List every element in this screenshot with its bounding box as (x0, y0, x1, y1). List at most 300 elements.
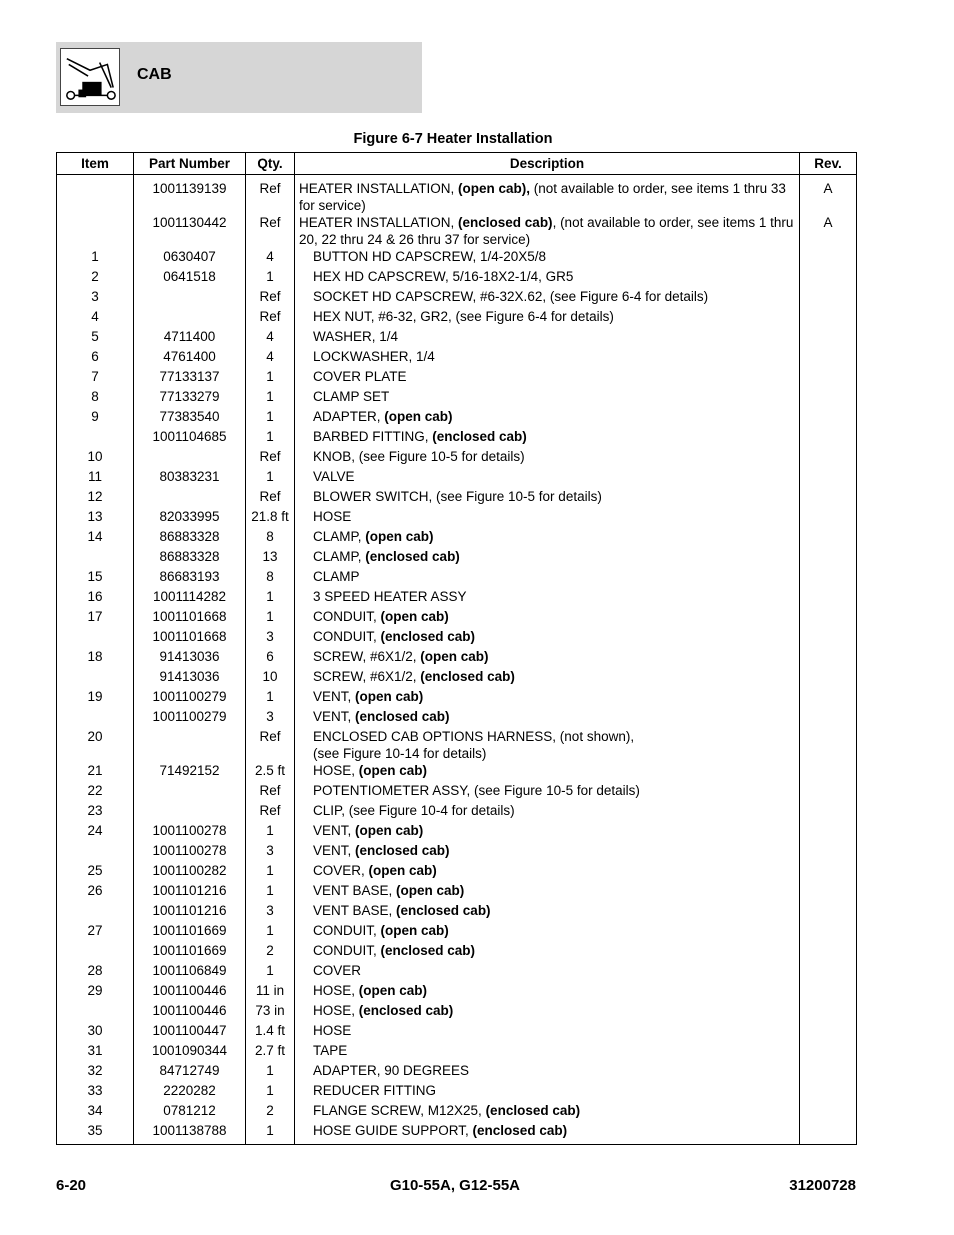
qty-cell: 1 (246, 268, 295, 288)
part-number-cell: 1001101668 (134, 608, 246, 628)
description-text: VALVE (313, 469, 355, 484)
description-cell (295, 588, 800, 608)
table-row (57, 214, 857, 248)
description-cell (295, 175, 800, 215)
item-cell: 13 (57, 508, 134, 528)
description-text: HOSE, (313, 763, 359, 778)
item-cell (57, 902, 134, 922)
description-cell (295, 942, 800, 962)
description-text: REDUCER FITTING (313, 1083, 436, 1098)
qty-cell: 1 (246, 608, 295, 628)
description-text: HEX HD CAPSCREW, 5/16-18X2-1/4, GR5 (313, 269, 574, 284)
description-text: VENT BASE, (313, 883, 397, 898)
table-row (57, 782, 857, 802)
description-text: POTENTIOMETER ASSY, (see Figure 10-5 for details) (313, 783, 640, 798)
description-cell (295, 1122, 800, 1145)
description-text: (enclosed cab) (396, 903, 491, 918)
part-number-cell: 71492152 (134, 762, 246, 782)
part-number-cell: 1001100278 (134, 842, 246, 862)
item-cell: 29 (57, 982, 134, 1002)
qty-cell: 1 (246, 388, 295, 408)
qty-cell: Ref (246, 448, 295, 468)
part-number-cell: 0641518 (134, 268, 246, 288)
rev-cell (800, 822, 857, 842)
item-cell (57, 628, 134, 648)
table-row (57, 982, 857, 1002)
table-row (57, 348, 857, 368)
rev-cell (800, 648, 857, 668)
description-cell (295, 388, 800, 408)
description-text: VENT, (313, 823, 356, 838)
description-text: CLIP, (see Figure 10-4 for details) (313, 803, 515, 818)
item-cell (57, 1002, 134, 1022)
rev-cell (800, 782, 857, 802)
rev-cell (800, 628, 857, 648)
item-cell: 8 (57, 388, 134, 408)
description-cell (295, 368, 800, 388)
part-number-cell: 1001100446 (134, 982, 246, 1002)
table-row (57, 668, 857, 688)
part-number-cell: 4761400 (134, 348, 246, 368)
rev-cell (800, 488, 857, 508)
description-text: (open cab) (384, 409, 453, 424)
item-cell: 28 (57, 962, 134, 982)
part-number-cell (134, 288, 246, 308)
description-cell (295, 882, 800, 902)
rev-cell (800, 1082, 857, 1102)
column-header-qty: Qty. (246, 153, 295, 175)
description-cell (295, 288, 800, 308)
qty-cell: 3 (246, 628, 295, 648)
description-cell (295, 1022, 800, 1042)
qty-cell: 3 (246, 902, 295, 922)
qty-cell: 6 (246, 648, 295, 668)
description-text: 3 SPEED HEATER ASSY (313, 589, 467, 604)
item-cell: 7 (57, 368, 134, 388)
item-cell: 20 (57, 728, 134, 762)
description-cell (295, 1102, 800, 1122)
rev-cell (800, 388, 857, 408)
qty-cell: 3 (246, 842, 295, 862)
part-number-cell: 77133279 (134, 388, 246, 408)
description-text: (enclosed cab) (472, 1123, 568, 1138)
item-cell: 25 (57, 862, 134, 882)
part-number-cell: 1001100279 (134, 688, 246, 708)
description-text: (open cab) (420, 649, 489, 664)
description-text: (enclosed cab) (358, 1003, 454, 1018)
item-cell (57, 548, 134, 568)
description-cell (295, 728, 800, 762)
description-text: ADAPTER, (313, 409, 385, 424)
description-text: (open cab) (396, 883, 465, 898)
rev-cell (800, 842, 857, 862)
item-cell: 33 (57, 1082, 134, 1102)
description-cell (295, 348, 800, 368)
description-text: CLAMP (313, 569, 360, 584)
qty-cell: 1 (246, 408, 295, 428)
rev-cell (800, 942, 857, 962)
table-row (57, 408, 857, 428)
qty-cell: 1 (246, 1082, 295, 1102)
part-number-cell: 1001101669 (134, 942, 246, 962)
table-row (57, 248, 857, 268)
description-text: HEATER INSTALLATION, (299, 181, 459, 196)
rev-cell (800, 668, 857, 688)
table-row (57, 1062, 857, 1082)
table-row (57, 728, 857, 762)
item-cell: 31 (57, 1042, 134, 1062)
item-cell: 12 (57, 488, 134, 508)
description-text: CONDUIT, (313, 609, 381, 624)
section-title: CAB (137, 66, 172, 83)
item-cell: 27 (57, 922, 134, 942)
qty-cell: 1 (246, 862, 295, 882)
rev-cell (800, 568, 857, 588)
description-cell (295, 902, 800, 922)
rev-cell (800, 882, 857, 902)
column-header-item: Item (57, 153, 134, 175)
item-cell (57, 842, 134, 862)
description-cell (295, 782, 800, 802)
description-text: HOSE, (313, 983, 359, 998)
part-number-cell: 2220282 (134, 1082, 246, 1102)
rev-cell (800, 708, 857, 728)
parts-table (56, 152, 857, 1145)
description-text: VENT, (313, 709, 356, 724)
part-number-cell: 86683193 (134, 568, 246, 588)
part-number-cell: 1001100278 (134, 822, 246, 842)
description-text: HOSE, (313, 1003, 359, 1018)
description-text: (enclosed cab) (380, 629, 476, 644)
description-text: HOSE (313, 1023, 352, 1038)
item-cell: 9 (57, 408, 134, 428)
item-cell: 23 (57, 802, 134, 822)
description-text: HEX NUT, #6-32, GR2, (see Figure 6-4 for details) (313, 309, 614, 324)
description-cell (295, 1062, 800, 1082)
table-row (57, 882, 857, 902)
page-number: 6-20 (56, 1177, 87, 1194)
part-number-cell: 1001130442 (134, 214, 246, 248)
qty-cell: 1 (246, 962, 295, 982)
table-row (57, 842, 857, 862)
rev-cell (800, 348, 857, 368)
item-cell (57, 175, 134, 215)
part-number-cell: 82033995 (134, 508, 246, 528)
item-cell: 26 (57, 882, 134, 902)
qty-cell: 8 (246, 568, 295, 588)
table-row (57, 508, 857, 528)
rev-cell (800, 328, 857, 348)
table-row (57, 528, 857, 548)
rev-cell (800, 1042, 857, 1062)
description-text: BARBED FITTING, (313, 429, 433, 444)
qty-cell: Ref (246, 488, 295, 508)
description-text: (open cab) (380, 923, 449, 938)
part-number-cell: 80383231 (134, 468, 246, 488)
table-row (57, 175, 857, 215)
description-text: VENT, (313, 843, 356, 858)
lift-machine-icon (60, 48, 120, 106)
qty-cell: Ref (246, 782, 295, 802)
table-row (57, 388, 857, 408)
qty-cell: 1.4 ft (246, 1022, 295, 1042)
part-number-cell: 1001106849 (134, 962, 246, 982)
item-cell: 19 (57, 688, 134, 708)
description-cell (295, 428, 800, 448)
table-row (57, 1022, 857, 1042)
rev-cell (800, 368, 857, 388)
rev-cell (800, 1062, 857, 1082)
description-text: SCREW, #6X1/2, (313, 669, 421, 684)
description-text: TAPE (313, 1043, 348, 1058)
qty-cell: 8 (246, 528, 295, 548)
description-text: WASHER, 1/4 (313, 329, 399, 344)
qty-cell: Ref (246, 308, 295, 328)
description-text: FLANGE SCREW, M12X25, (313, 1103, 486, 1118)
part-number-cell (134, 488, 246, 508)
description-cell (295, 1002, 800, 1022)
rev-cell (800, 408, 857, 428)
description-cell (295, 1082, 800, 1102)
item-cell: 6 (57, 348, 134, 368)
item-cell: 32 (57, 1062, 134, 1082)
description-cell (295, 448, 800, 468)
column-header-rev: Rev. (800, 153, 857, 175)
table-row (57, 448, 857, 468)
description-cell (295, 668, 800, 688)
item-cell: 30 (57, 1022, 134, 1042)
part-number-cell: 1001139139 (134, 175, 246, 215)
qty-cell: 1 (246, 688, 295, 708)
description-text: (open cab) (355, 689, 424, 704)
part-number-cell: 86883328 (134, 528, 246, 548)
table-row (57, 862, 857, 882)
model-numbers: G10-55A, G12-55A (389, 1177, 521, 1194)
description-cell (295, 408, 800, 428)
item-cell: 34 (57, 1102, 134, 1122)
description-cell (295, 648, 800, 668)
part-number-cell: 1001090344 (134, 1042, 246, 1062)
part-number-cell (134, 728, 246, 762)
table-row (57, 648, 857, 668)
description-cell (295, 628, 800, 648)
rev-cell (800, 962, 857, 982)
description-text: CLAMP SET (313, 389, 390, 404)
description-cell (295, 1042, 800, 1062)
qty-cell: 1 (246, 468, 295, 488)
item-cell: 11 (57, 468, 134, 488)
item-cell: 18 (57, 648, 134, 668)
part-number-cell (134, 448, 246, 468)
table-row (57, 268, 857, 288)
qty-cell: 1 (246, 588, 295, 608)
part-number-cell: 0630407 (134, 248, 246, 268)
rev-cell (800, 802, 857, 822)
table-row (57, 608, 857, 628)
qty-cell: 1 (246, 822, 295, 842)
table-row (57, 902, 857, 922)
description-cell (295, 842, 800, 862)
description-cell (295, 528, 800, 548)
item-cell: 16 (57, 588, 134, 608)
description-text: CLAMP, (313, 549, 366, 564)
description-text: VENT BASE, (313, 903, 397, 918)
description-text: LOCKWASHER, 1/4 (313, 349, 435, 364)
rev-cell: A (800, 175, 857, 215)
table-row (57, 308, 857, 328)
rev-cell (800, 862, 857, 882)
description-text: (see Figure 10-14 for details) (313, 746, 487, 761)
item-cell: 3 (57, 288, 134, 308)
rev-cell (800, 922, 857, 942)
description-text: ADAPTER, 90 DEGREES (313, 1063, 470, 1078)
part-number-cell: 1001100446 (134, 1002, 246, 1022)
rev-cell (800, 1002, 857, 1022)
rev-cell (800, 428, 857, 448)
description-text: CLAMP, (313, 529, 366, 544)
qty-cell: 4 (246, 348, 295, 368)
description-cell (295, 328, 800, 348)
description-text: CONDUIT, (313, 943, 381, 958)
description-text: ENCLOSED CAB OPTIONS HARNESS, (not shown), (313, 729, 635, 744)
qty-cell: 2.7 ft (246, 1042, 295, 1062)
qty-cell: Ref (246, 175, 295, 215)
rev-cell (800, 288, 857, 308)
rev-cell (800, 1102, 857, 1122)
table-row (57, 428, 857, 448)
item-cell: 21 (57, 762, 134, 782)
table-row (57, 568, 857, 588)
description-text: (enclosed cab) (355, 843, 450, 858)
description-text: VENT, (313, 689, 356, 704)
table-row (57, 288, 857, 308)
part-number-cell: 1001114282 (134, 588, 246, 608)
description-text: (open cab), (458, 181, 531, 196)
description-text: COVER, (313, 863, 369, 878)
column-header-description: Description (295, 153, 800, 175)
rev-cell (800, 448, 857, 468)
table-row (57, 802, 857, 822)
part-number-cell: 1001100447 (134, 1022, 246, 1042)
description-text: HOSE GUIDE SUPPORT, (313, 1123, 473, 1138)
description-cell (295, 922, 800, 942)
description-text: (enclosed cab) (355, 709, 450, 724)
description-text: KNOB, (see Figure 10-5 for details) (313, 449, 525, 464)
table-row (57, 1002, 857, 1022)
rev-cell (800, 1022, 857, 1042)
qty-cell: 2 (246, 1102, 295, 1122)
description-text: HOSE (313, 509, 352, 524)
description-text: (open cab) (355, 823, 424, 838)
description-text: CONDUIT, (313, 629, 381, 644)
table-row (57, 1102, 857, 1122)
table-row (57, 708, 857, 728)
description-cell (295, 982, 800, 1002)
rev-cell (800, 268, 857, 288)
rev-cell (800, 982, 857, 1002)
item-cell: 5 (57, 328, 134, 348)
description-text: CONDUIT, (313, 923, 381, 938)
part-number-cell (134, 802, 246, 822)
part-number-cell: 1001138788 (134, 1122, 246, 1145)
table-row (57, 922, 857, 942)
part-number-cell: 4711400 (134, 328, 246, 348)
description-text: (open cab) (365, 529, 434, 544)
description-cell (295, 468, 800, 488)
table-row (57, 1122, 857, 1145)
part-number-cell: 1001104685 (134, 428, 246, 448)
item-cell: 4 (57, 308, 134, 328)
item-cell: 14 (57, 528, 134, 548)
qty-cell: 2 (246, 942, 295, 962)
qty-cell: 1 (246, 922, 295, 942)
table-row (57, 942, 857, 962)
description-text: (enclosed cab) (432, 429, 527, 444)
rev-cell (800, 508, 857, 528)
qty-cell: 73 in (246, 1002, 295, 1022)
description-cell (295, 688, 800, 708)
item-cell: 22 (57, 782, 134, 802)
part-number-cell: 0781212 (134, 1102, 246, 1122)
part-number-cell: 91413036 (134, 668, 246, 688)
rev-cell (800, 588, 857, 608)
description-text: (open cab) (380, 609, 449, 624)
part-number-cell: 1001101216 (134, 902, 246, 922)
qty-cell: Ref (246, 802, 295, 822)
description-text: BLOWER SWITCH, (see Figure 10-5 for details) (313, 489, 602, 504)
column-header-part-number: Part Number (134, 153, 246, 175)
description-text: BUTTON HD CAPSCREW, 1/4-20X5/8 (313, 249, 547, 264)
qty-cell: 4 (246, 248, 295, 268)
item-cell: 15 (57, 568, 134, 588)
table-row (57, 628, 857, 648)
description-cell (295, 308, 800, 328)
table-row (57, 468, 857, 488)
description-cell (295, 802, 800, 822)
qty-cell: 1 (246, 1062, 295, 1082)
qty-cell: Ref (246, 288, 295, 308)
rev-cell (800, 728, 857, 762)
table-row (57, 962, 857, 982)
rev-cell (800, 608, 857, 628)
item-cell (57, 428, 134, 448)
description-text: , (not available to order, see items 1 thru 20, 22 thru 24 & 26 thru 37 for service) (299, 215, 794, 247)
description-text: (open cab) (358, 763, 428, 778)
part-number-cell: 1001100282 (134, 862, 246, 882)
rev-cell (800, 468, 857, 488)
table-row (57, 328, 857, 348)
part-number-cell (134, 782, 246, 802)
qty-cell: 13 (246, 548, 295, 568)
rev-cell (800, 902, 857, 922)
description-text: SOCKET HD CAPSCREW, #6-32X.62, (see Figure 6-4 for details) (313, 289, 709, 304)
item-cell (57, 942, 134, 962)
item-cell: 35 (57, 1122, 134, 1145)
item-cell: 17 (57, 608, 134, 628)
description-text: (not available to order, see items 1 thru 33 for service) (299, 181, 786, 213)
table-row (57, 762, 857, 782)
qty-cell: 10 (246, 668, 295, 688)
description-text: COVER PLATE (313, 369, 407, 384)
description-text: HEATER INSTALLATION, (299, 215, 459, 230)
part-number-cell (134, 308, 246, 328)
parts-table-body (57, 175, 857, 1145)
part-number-cell: 86883328 (134, 548, 246, 568)
rev-cell: A (800, 214, 857, 248)
qty-cell: 21.8 ft (246, 508, 295, 528)
document-number: 31200728 (789, 1177, 856, 1194)
table-header-row (57, 153, 857, 175)
